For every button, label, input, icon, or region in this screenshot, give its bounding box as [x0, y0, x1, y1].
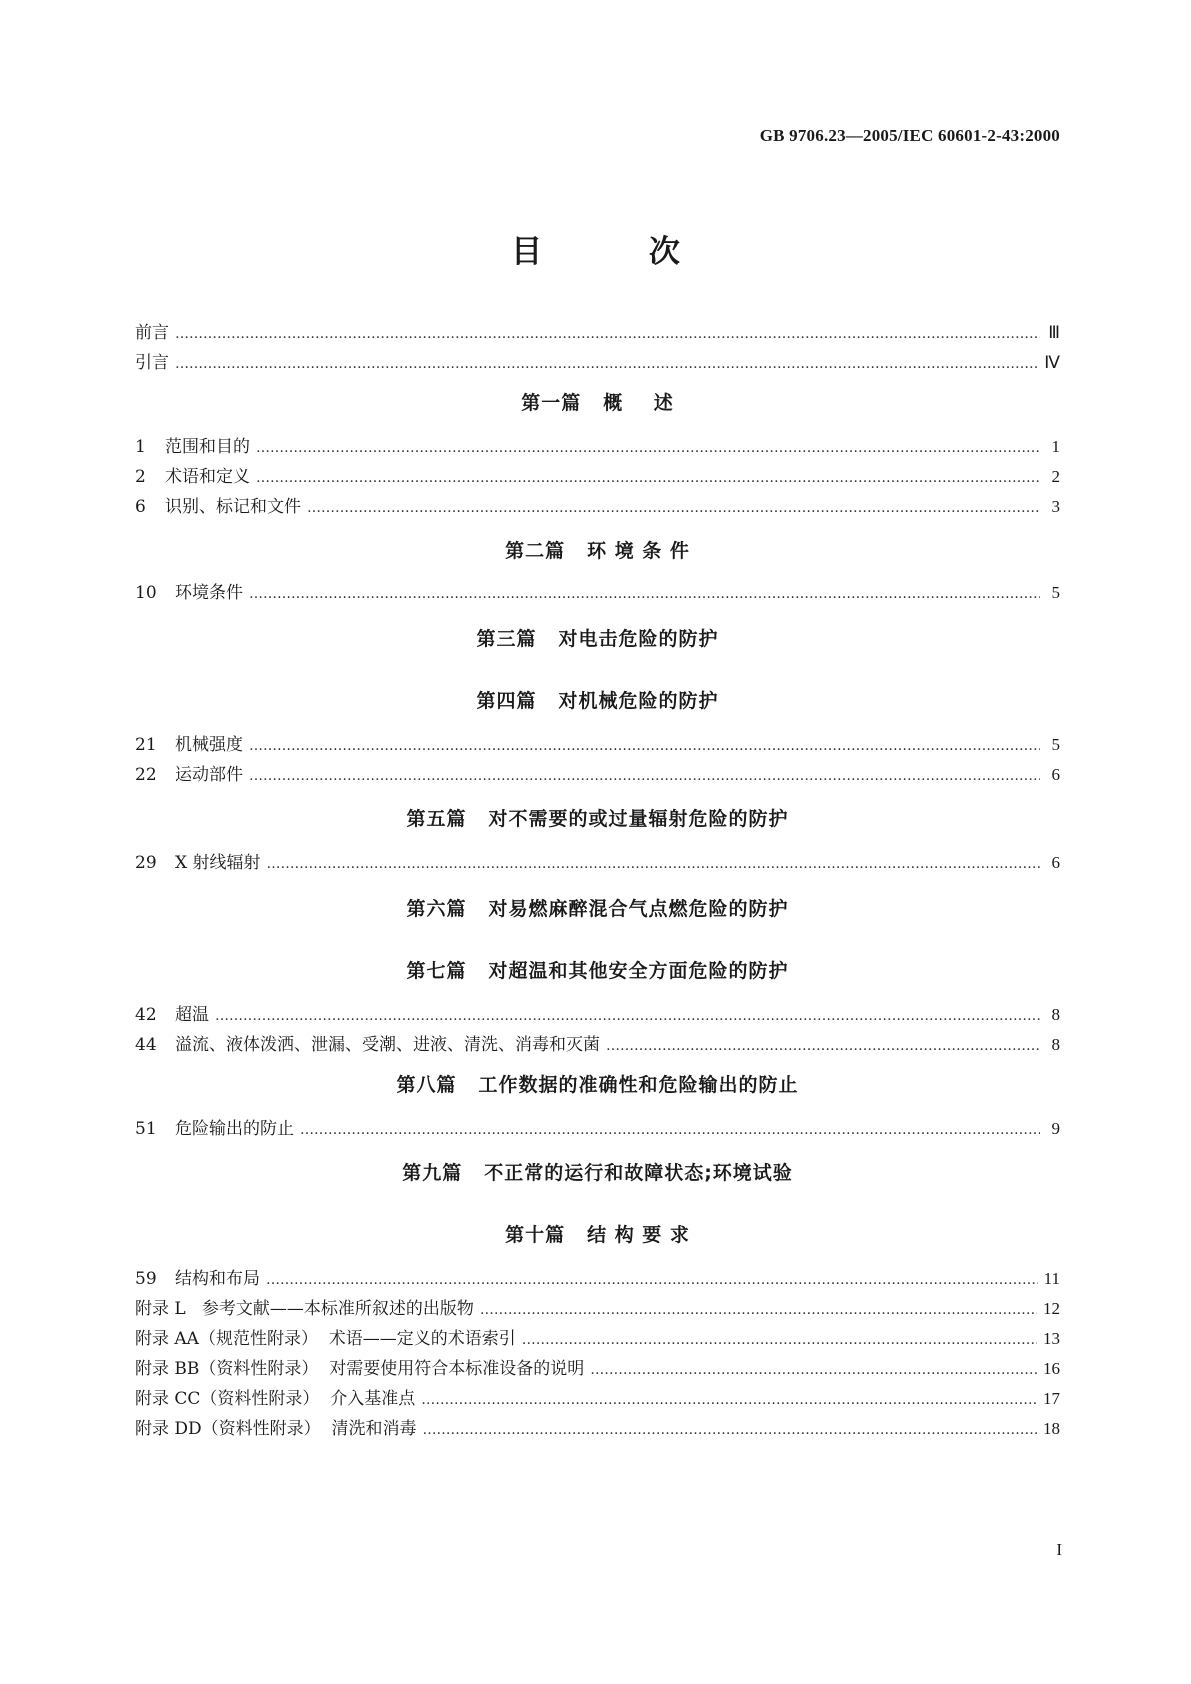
part-heading-5[interactable]: [135, 804, 1060, 848]
dot-leader: [590, 1359, 1037, 1379]
toc-entry-introduction[interactable]: [135, 348, 1060, 378]
part-number: 第五篇: [406, 808, 467, 830]
toc-entry[interactable]: [135, 1264, 1060, 1294]
part-number: 第八篇: [396, 1074, 457, 1096]
dot-leader: [307, 497, 1040, 517]
toc-label: X 射线辐射: [175, 853, 261, 873]
dot-leader: [175, 323, 1040, 343]
part-heading-9[interactable]: [135, 1158, 1060, 1220]
toc-clause-number: 22: [135, 765, 157, 785]
toc-page: 9: [1051, 1119, 1060, 1138]
toc-entry[interactable]: [135, 760, 1060, 790]
part-number: 第一篇: [521, 392, 582, 414]
toc-page: Ⅲ: [1048, 323, 1060, 342]
part-title: 工作数据的准确性和危险输出的防止: [478, 1074, 799, 1096]
toc-page: 16: [1043, 1359, 1060, 1378]
toc-page: 8: [1051, 1035, 1060, 1054]
toc-page: 13: [1043, 1329, 1060, 1348]
part-number: 第十篇: [505, 1224, 566, 1246]
standard-number: GB 9706.23—2005/IEC 60601-2-43:2000: [759, 126, 1060, 145]
dot-leader: [215, 1005, 1040, 1025]
toc-entry[interactable]: [135, 730, 1060, 760]
part-heading-3[interactable]: [135, 624, 1060, 686]
part-number: 第二篇: [505, 540, 566, 562]
dot-leader: [266, 1269, 1038, 1289]
toc-clause-number: 1: [135, 437, 146, 457]
part-number: 第九篇: [402, 1162, 463, 1184]
part-heading-2[interactable]: [135, 536, 1060, 578]
toc-page: Ⅳ: [1044, 353, 1060, 372]
part-number: 第六篇: [406, 898, 467, 920]
toc-page: 5: [1051, 583, 1060, 602]
part-title: 环 境 条 件: [587, 540, 690, 562]
part-heading-10[interactable]: [135, 1220, 1060, 1264]
toc-page: 8: [1051, 1005, 1060, 1024]
part-number: 第四篇: [476, 690, 537, 712]
toc-entry[interactable]: [135, 1114, 1060, 1144]
toc-entry[interactable]: [135, 432, 1060, 462]
toc-entry-foreword[interactable]: [135, 318, 1060, 348]
toc-label: 附录 BB（资料性附录） 对需要使用符合本标准设备的说明: [135, 1359, 585, 1379]
part-title: 对超温和其他安全方面危险的防护: [488, 960, 789, 982]
toc-label: 附录 L 参考文献——本标准所叙述的出版物: [135, 1299, 474, 1319]
toc-label: 机械强度: [175, 735, 243, 755]
toc-label: 附录 AA（规范性附录） 术语——定义的术语索引: [135, 1329, 516, 1349]
toc-entry[interactable]: [135, 492, 1060, 522]
part-title: 对易燃麻醉混合气点燃危险的防护: [488, 898, 789, 920]
table-of-contents: [135, 318, 1060, 1444]
dot-leader: [300, 1119, 1040, 1139]
toc-entry-annex[interactable]: [135, 1384, 1060, 1414]
toc-label: 前言: [135, 323, 169, 343]
toc-clause-number: 44: [135, 1035, 157, 1055]
part-heading-4[interactable]: [135, 686, 1060, 730]
toc-label: 引言: [135, 353, 169, 373]
toc-clause-number: 51: [135, 1119, 157, 1139]
toc-label: 环境条件: [175, 583, 243, 603]
toc-entry-annex[interactable]: [135, 1294, 1060, 1324]
toc-page: 11: [1043, 1269, 1060, 1288]
dot-leader: [267, 853, 1040, 873]
toc-page: 17: [1043, 1389, 1060, 1408]
part-heading-6[interactable]: [135, 894, 1060, 956]
toc-entry[interactable]: [135, 848, 1060, 878]
part-title: 对电击危险的防护: [558, 628, 719, 650]
toc-clause-number: 59: [135, 1269, 157, 1289]
toc-page: 3: [1051, 497, 1060, 516]
part-number: 第三篇: [476, 628, 537, 650]
toc-label: 范围和目的: [165, 437, 250, 457]
toc-entry-annex[interactable]: [135, 1324, 1060, 1354]
toc-label: 附录 CC（资料性附录） 介入基准点: [135, 1389, 416, 1409]
toc-clause-number: 29: [135, 853, 157, 873]
toc-page: 2: [1051, 467, 1060, 486]
toc-entry[interactable]: [135, 1030, 1060, 1060]
toc-clause-number: 42: [135, 1005, 157, 1025]
dot-leader: [249, 765, 1040, 785]
toc-clause-number: 2: [135, 467, 146, 487]
toc-label: 超温: [175, 1005, 209, 1025]
dot-leader: [421, 1389, 1037, 1409]
toc-label: 术语和定义: [165, 467, 250, 487]
toc-label: 附录 DD（资料性附录） 清洗和消毒: [135, 1419, 417, 1439]
toc-entry[interactable]: [135, 462, 1060, 492]
toc-clause-number: 6: [135, 497, 146, 517]
toc-label: 运动部件: [175, 765, 243, 785]
dot-leader: [249, 735, 1040, 755]
part-title: 对不需要的或过量辐射危险的防护: [488, 808, 789, 830]
part-heading-7[interactable]: [135, 956, 1060, 1000]
toc-page: 5: [1051, 735, 1060, 754]
toc-entry[interactable]: [135, 578, 1060, 608]
toc-page: 1: [1051, 437, 1060, 456]
part-title: 概 述: [603, 392, 674, 414]
dot-leader: [256, 467, 1040, 487]
part-heading-1[interactable]: [135, 388, 1060, 432]
toc-page: 6: [1051, 765, 1060, 784]
toc-label: 识别、标记和文件: [165, 497, 301, 517]
toc-clause-number: 10: [135, 583, 157, 603]
toc-page: 12: [1043, 1299, 1060, 1318]
dot-leader: [522, 1329, 1037, 1349]
dot-leader: [175, 353, 1038, 373]
toc-label: 危险输出的防止: [175, 1119, 294, 1139]
part-title: 不正常的运行和故障状态;环境试验: [484, 1162, 793, 1184]
part-title: 对机械危险的防护: [558, 690, 719, 712]
toc-entry[interactable]: [135, 1000, 1060, 1030]
part-heading-8[interactable]: [135, 1070, 1060, 1114]
toc-page: 6: [1051, 853, 1060, 872]
page-title: 目 次: [511, 234, 728, 270]
part-title: 结 构 要 求: [587, 1224, 690, 1246]
toc-label: 溢流、液体泼洒、泄漏、受潮、进液、清洗、消毒和灭菌: [175, 1035, 600, 1055]
dot-leader: [606, 1035, 1040, 1055]
toc-page: 18: [1043, 1419, 1060, 1438]
page-number: I: [1056, 1540, 1062, 1559]
dot-leader: [480, 1299, 1037, 1319]
toc-label: 结构和布局: [175, 1269, 260, 1289]
toc-clause-number: 21: [135, 735, 157, 755]
dot-leader: [422, 1419, 1037, 1439]
dot-leader: [256, 437, 1040, 457]
dot-leader: [249, 583, 1040, 603]
toc-entry-annex[interactable]: [135, 1354, 1060, 1384]
part-number: 第七篇: [406, 960, 467, 982]
toc-entry-annex[interactable]: [135, 1414, 1060, 1444]
